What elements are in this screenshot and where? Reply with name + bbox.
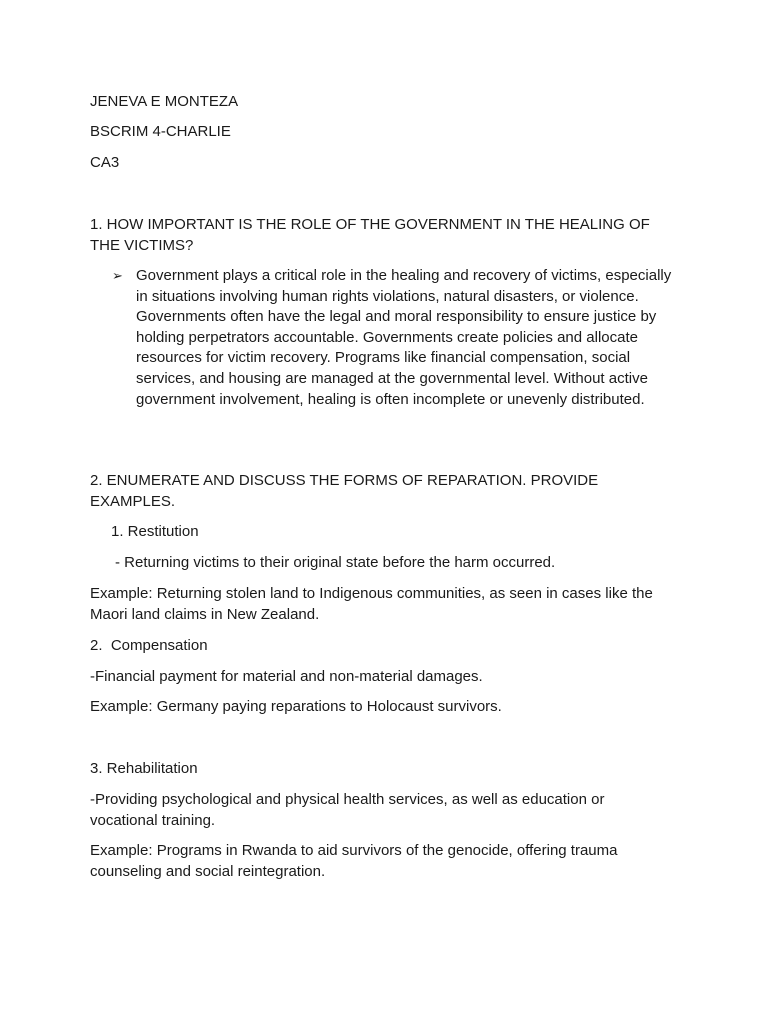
form-3-description: -Providing psychological and physical health services, as well as education or vocational training. — [90, 791, 605, 829]
form-2-example: Example: Germany paying reparations to Holocaust survivors. — [90, 698, 502, 715]
question-2-title: 2. ENUMERATE AND DISCUSS THE FORMS OF REPARATION. PROVIDE EXAMPLES. — [90, 472, 599, 510]
form-2-heading: 2. Compensation — [90, 637, 208, 654]
form-3-example: Example: Programs in Rwanda to aid survivors of the genocide, offering trauma counseling and social reintegration. — [90, 842, 618, 880]
question-1-title: 1. HOW IMPORTANT IS THE ROLE OF THE GOVERNMENT IN THE HEALING OF THE VICTIMS? — [90, 216, 650, 254]
student-name: JENEVA E MONTEZA — [90, 93, 239, 110]
arrowhead-bullet-icon: ➢ — [112, 268, 123, 283]
form-1-description: - Returning victims to their original state before the harm occurred. — [115, 554, 556, 571]
question-1-answer: Government plays a critical role in the healing and recovery of victims, especially in situations involving human rights violations, natural disasters, or violence. Governments often have the legal and moral responsibility to ensure justice by holding perpetrators accountable. Governments create policies and allocate resources for victim recovery. Programs like financial compensation, social services, and housing are managed at the governmental level. Without active government involvement, healing is often incomplete or unevenly distributed. — [136, 267, 672, 408]
form-1-example: Example: Returning stolen land to Indigenous communities, as seen in cases like the Maori land claims in New Zealand. — [90, 585, 653, 623]
activity-code: CA3 — [90, 154, 120, 171]
form-3-heading: 3. Rehabilitation — [90, 760, 198, 777]
form-2-description: -Financial payment for material and non-material damages. — [90, 668, 483, 685]
student-course: BSCRIM 4-CHARLIE — [90, 123, 231, 140]
form-1-heading: 1. Restitution — [111, 523, 199, 540]
